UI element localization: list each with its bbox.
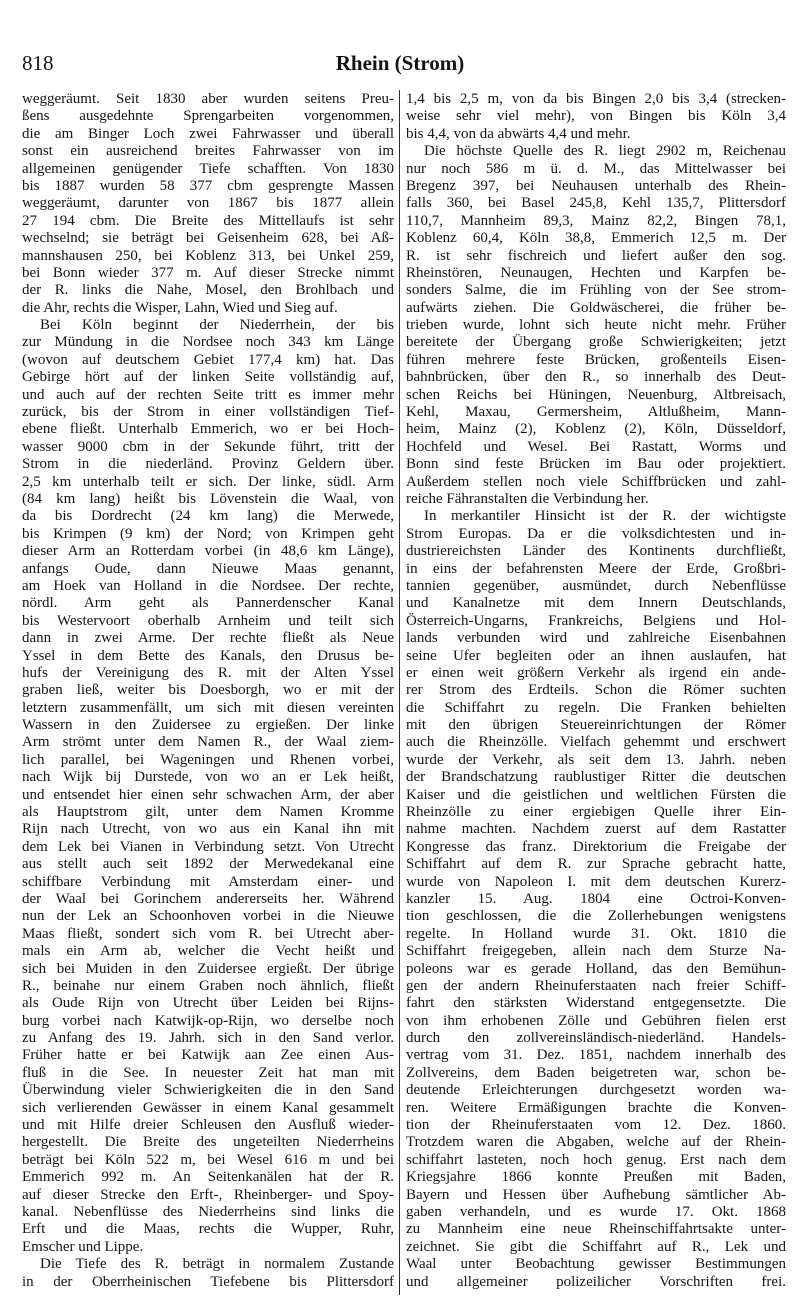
text-line: R. ist sehr fischreich und liefert außer den sog.: [406, 247, 786, 264]
text-line: dann in zwei Arme. Der rechte fließt als Neue: [22, 630, 394, 647]
text-line: nördl. Arm geht als Pannerdenscher Kanal: [22, 595, 394, 612]
text-line: Kriegsjahre 1866 konnte Preußen mit Baden,: [406, 1169, 786, 1186]
text-line: sonst ein ausreichend breites Fahrwasser von im: [22, 143, 394, 160]
text-line: die Schiffahrt zu regeln. Die Franken behielten: [406, 699, 786, 716]
text-line: mals ein Arm ab, welcher die Vecht heißt und: [22, 943, 394, 960]
text-line: Koblenz 60,4, Köln 38,8, Emmerich 12,5 m. Der: [406, 230, 786, 247]
text-line: am Hoek van Holland in die Nordsee. Der rechte,: [22, 577, 394, 594]
paragraph: [406, 508, 786, 1291]
text-line: trieben wurde, lohnt sich heute nicht mehr. Früher: [406, 317, 786, 334]
text-line: zu Mannheim eine neue Rheinschiffahrtsakte unter-: [406, 1221, 786, 1238]
text-line: burg vorbei nach Katwijk-op-Rijn, wo derselbe noch: [22, 1012, 394, 1029]
column-divider: [399, 90, 400, 1295]
text-line: und entsendet hier einen sehr schwachen Arm, der aber: [22, 786, 394, 803]
text-line: sonders Salme, die im Frühling von der See strom-: [406, 282, 786, 299]
text-line: graben ließ, weiter bis Doesborgh, wo er mit der: [22, 682, 394, 699]
text-line: beträgt bei Köln 522 m, bei Wesel 616 m und bei: [22, 1151, 394, 1168]
text-line: bis Krimpen (9 km) der Nord; von Krimpen geht: [22, 525, 394, 542]
text-line: Emscher und Lippe.: [22, 1238, 144, 1255]
text-line: hufs der Vereinigung des R. mit der Alten Yssel: [22, 664, 394, 681]
text-line: Erft und die Maas, rechts die Wupper, Ruhr,: [22, 1221, 394, 1238]
text-line: weggeräumt, darunter von 1867 bis 1877 allein: [22, 195, 394, 212]
paragraph: [22, 91, 394, 317]
text-line: Früher hatte er bei Katwijk aan Zee einen Aus-: [22, 1047, 394, 1064]
text-line: Zollvereins, dem Baden beigetreten war, schon be-: [406, 1064, 786, 1081]
text-line: Überwindung vieler Schwierigkeiten die in den Sand: [22, 1082, 394, 1099]
text-line: Außerdem stellen noch viele Schiffbrücken und zahl-: [406, 473, 786, 490]
text-line: lich parallel, bei Wageningen und Rhenen vorbei,: [22, 751, 394, 768]
text-line: wurde der Verkehr, als seit dem 13. Jahrh. neben: [406, 751, 786, 768]
text-line: von ihm erhobenen Zölle und Gebühren fielen erst: [406, 1012, 786, 1029]
text-line: bis 1887 wurden 58 377 cbm gesprengte Massen: [22, 177, 394, 194]
text-line: ßens ausgedehnte Sprengarbeiten vorgenommen,: [22, 108, 394, 125]
text-line: Arm strömt unter dem Namen R., der Waal ziem-: [22, 734, 394, 751]
text-line: sich verlierenden Gewässer in einem Kanal gesammelt: [22, 1099, 394, 1116]
text-line: 2,5 km unterhalb teilt er sich. Der linke, südl. Arm: [22, 473, 394, 490]
paragraph: [406, 91, 786, 143]
text-line: Bayern und Hessen über Aufhebung sämtlicher Ab-: [406, 1186, 786, 1203]
text-line: Bonn sind feste Brücken im Bau oder projektiert.: [406, 456, 786, 473]
text-line: als Oude Rijn von Utrecht über Leiden bei Rijns-: [22, 995, 394, 1012]
text-line: da bis Dordrecht (24 km lang) die Merwede,: [22, 508, 394, 525]
text-line: kanzler 15. Aug. 1804 eine Octroi-Konven-: [406, 890, 786, 907]
text-line: gen der andern Rheinuferstaaten nach freier Schiff-: [406, 977, 786, 994]
text-line: Schiffahrt auf dem R. zur Sprache gebracht hatte,: [406, 856, 786, 873]
text-column-left: [22, 91, 394, 1291]
text-line: Schiffahrt freigegeben, allein nach dem Sturze Na-: [406, 943, 786, 960]
text-line: der Brandschatzung raublustiger Ritter die deutschen: [406, 769, 786, 786]
text-line: aufwärts ziehen. Die Goldwäscherei, die früher be-: [406, 299, 786, 316]
text-line: mannshausen 250, bei Koblenz 313, bei Unkel 259,: [22, 247, 394, 264]
text-line: führen mehrere feste Brücken, großenteils Eisen-: [406, 351, 786, 368]
text-line: poleons war es gerade Holland, das den Bemühun-: [406, 960, 786, 977]
text-line: Kehl, Maxau, Germersheim, Altlußheim, Mann-: [406, 404, 786, 421]
text-line: Strom Europas. Da er die volksdichtesten und in-: [406, 525, 786, 542]
text-line: In merkantiler Hinsicht ist der R. der wichtigste: [424, 508, 786, 525]
text-line: Strom in die niederländ. Provinz Geldern über.: [22, 456, 394, 473]
text-line: Kongresse das franz. Direktorium die Freigabe der: [406, 838, 786, 855]
text-line: Gebirge hört auf der linken Seite vollständig auf,: [22, 369, 394, 386]
text-line: letztern zusammenfällt, um sich mit diesen vereinten: [22, 699, 394, 716]
text-line: zeichnet. Sie gibt die Schiffahrt auf R., Lek und: [406, 1238, 786, 1255]
text-line: bis 4,4, von da abwärts 4,4 und mehr.: [406, 125, 631, 142]
text-line: vertrag vom 31. Dez. 1851, nachdem innerhalb des: [406, 1047, 786, 1064]
text-line: bereitete der Übergang große Schwierigkeiten; jetzt: [406, 334, 786, 351]
text-line: der R. links die Nahe, Mosel, den Brohlbach und: [22, 282, 394, 299]
text-line: dem Lek bei Vianen in Verbindung setzt. Von Utrecht: [22, 838, 394, 855]
text-line: reiche Fähranstalten die Verbindung her.: [406, 490, 649, 507]
text-line: regelte. In Holland wurde 31. Okt. 1810 die: [406, 925, 786, 942]
text-line: lands verbunden wird und zahlreiche Eisenbahnen: [406, 630, 786, 647]
text-line: in der Oberrheinischen Tiefebene bis Plittersdorf: [22, 1273, 394, 1290]
text-line: heim, Mainz (2), Koblenz (2), Köln, Düsseldorf,: [406, 421, 786, 438]
text-line: fluß in die See. In neuester Zeit hat man mit: [22, 1064, 394, 1081]
text-line: weggeräumt. Seit 1830 aber wurden seitens Preu-: [22, 91, 394, 107]
text-line: Rheinstören, Neunaugen, Hechten und Karpfen be-: [406, 264, 786, 281]
text-line: sich bei Muiden in den Zuidersee ergießt. Der übrige: [22, 960, 394, 977]
text-line: gaben verhandeln, und es wurde 17. Okt. 1868: [406, 1204, 786, 1220]
text-line: wasser 9000 cbm in der Sekunde führt, tritt der: [22, 438, 394, 455]
text-line: Hochfeld und Wesel. Bei Rastatt, Worms und: [406, 438, 786, 455]
text-line: 110,7, Mannheim 89,3, Mainz 82,2, Bingen 78,1,: [406, 212, 786, 229]
text-line: 1,4 bis 2,5 m, von da bis Bingen 2,0 bis 3,4 (strecken-: [406, 91, 786, 107]
text-line: (wovon auf deutschem Gebiet 177,4 km) hat. Das: [22, 351, 394, 368]
text-line: Maas fließt, sondert sich vom R. bei Utrecht aber-: [22, 925, 394, 942]
text-line: Österreich-Ungarns, Frankreichs, Belgiens und Hol-: [406, 612, 786, 629]
text-line: ren. Weitere Ermäßigungen brachte die Konven-: [406, 1099, 786, 1116]
text-line: kanal. Nebenflüsse des Niederrheins sind links die: [22, 1204, 394, 1220]
text-column-right: [406, 91, 786, 1291]
text-line: bis Westervoort oberhalb Arnheim und teilt sich: [22, 612, 394, 629]
text-line: Yssel in dem Bette des Kanals, den Drusus be-: [22, 647, 394, 664]
text-line: und allgemeiner polizeilicher Vorschriften frei.: [406, 1273, 786, 1290]
text-line: aus stellt auch seit 1892 der Merwedekanal eine: [22, 856, 394, 873]
text-line: in eins der befahrensten Meere der Erde, Großbri-: [406, 560, 786, 577]
paragraph: [22, 317, 394, 1256]
text-line: ebene fließt. Unterhalb Emmerich, wo er bei Hoch-: [22, 421, 394, 438]
text-line: er einen weit größern Verkehr als irgend ein ande-: [406, 664, 786, 681]
text-line: und auch auf der rechten Seite tritt es immer mehr: [22, 386, 394, 403]
text-line: dustriereichsten Länder des Kontinents durchfließt,: [406, 543, 786, 560]
text-line: weise sehr viel mehr), von Bingen bis Köln 3,4: [406, 108, 786, 125]
text-line: R., beinahe nur einem Graben noch ähnlich, fließt: [22, 977, 394, 994]
text-line: dieser Arm an Rotterdam vorbei (in 48,6 km Länge),: [22, 543, 394, 560]
text-line: mit den übrigen Steuereinrichtungen der Römer: [406, 717, 786, 734]
text-line: Wassern in den Zuidersee zu ergießen. Der linke: [22, 717, 394, 734]
text-line: 27 194 cbm. Die Breite des Mittellaufs ist sehr: [22, 212, 394, 229]
text-line: nahme machten. Nachdem zuerst auf dem Rastatter: [406, 821, 786, 838]
text-line: wurde von Napoleon I. mit dem deutschen Kurerz-: [406, 873, 786, 890]
text-line: hergestellt. Die Breite des ungeteilten Niederrheins: [22, 1134, 394, 1151]
text-line: zu Anfang des 19. Jahrh. sich in den Sand verlor.: [22, 1030, 394, 1047]
text-line: fahrt den stärksten Widerstand entgegensetzte. Die: [406, 995, 786, 1012]
text-line: (84 km lang) heißt bis Lövenstein die Waal, von: [22, 490, 394, 507]
text-line: tannien gegenüber, ausmündet, durch Nebenflüsse: [406, 577, 786, 594]
text-line: anfangs Oude, dann Nieuwe Maas genannt,: [22, 560, 394, 577]
text-line: nach Wijk bij Durstede, von wo an er Lek heißt,: [22, 769, 394, 786]
text-line: rer Strom des Erdteils. Schon die Römer suchten: [406, 682, 786, 699]
text-line: Emmerich 992 m. An Seitenkanälen hat der R.: [22, 1169, 394, 1186]
text-line: durch den zollvereinsländisch-niederländ. Handels-: [406, 1030, 786, 1047]
page-number: 818: [22, 51, 54, 75]
text-line: Rijn nach Utrecht, von wo aus ein Kanal ihn mit: [22, 821, 394, 838]
text-line: Die höchste Quelle des R. liegt 2902 m, Reichenau: [424, 143, 786, 160]
text-line: bei Bonn wieder 377 m. Auf dieser Strecke nimmt: [22, 264, 394, 281]
page-title: Rhein (Strom): [335, 51, 465, 75]
paragraph: [22, 1256, 394, 1291]
text-line: tion der Rheinuferstaaten vom 12. Dez. 1860.: [406, 1117, 786, 1134]
text-line: schiffbare Verbindung mit Amsterdam einer- und: [22, 873, 394, 890]
text-line: falls 360, bei Basel 245,8, Kehl 135,7, Plittersdorf: [406, 195, 786, 212]
text-line: Waal unter Beobachtung gewisser Bestimmungen: [406, 1256, 786, 1273]
text-line: und mit Hilfe dreier Schleusen den Ausfluß wieder-: [22, 1117, 394, 1134]
text-line: nur noch 586 m ü. d. M., das Mittelwasser bei: [406, 160, 786, 177]
text-line: zur Mündung in die Nordsee noch 343 km Länge: [22, 334, 394, 351]
text-line: bahnbrücken, über den R., so innerhalb des Deut-: [406, 369, 786, 386]
text-line: Bregenz 397, bei Neuhausen unterhalb des Rhein-: [406, 177, 786, 194]
text-line: der Waal bei Gorinchem andererseits her. Während: [22, 890, 394, 907]
text-line: Bei Köln beginnt der Niederrhein, der bis: [40, 317, 394, 334]
text-line: schen Reichs bei Hüningen, Neuenburg, Altbreisach,: [406, 386, 786, 403]
text-line: Rheinzölle zu einer ergiebigen Quelle ihrer Ein-: [406, 804, 786, 821]
text-line: zurück, bis der Strom in einer vollständigen Tief-: [22, 404, 394, 421]
text-line: wechselnd; sie beträgt bei Geisenheim 628, bei Aß-: [22, 230, 394, 247]
text-line: Kaiser und die geistlichen und weltlichen Fürsten die: [406, 786, 786, 803]
paragraph: [406, 143, 786, 508]
text-line: deutende Erleichterungen durchgesetzt worden wa-: [406, 1082, 786, 1099]
text-line: die am Binger Loch zwei Fahrwasser und überall: [22, 125, 394, 142]
text-line: allgemeinen genügender Tiefe schafften. Von 1830: [22, 160, 394, 177]
text-line: und Kanalnetze mit dem Innern Deutschlands,: [406, 595, 786, 612]
text-line: Die Tiefe des R. beträgt in normalem Zustande: [40, 1256, 394, 1273]
text-line: nun der Lek an Schoonhoven vorbei in die Nieuwe: [22, 908, 394, 925]
text-line: tion geschlossen, die die Zollerhebungen wenigstens: [406, 908, 786, 925]
text-line: als Hauptstrom gilt, unter dem Namen Kromme: [22, 804, 394, 821]
text-line: auf dieser Strecke den Erft-, Rheinberger- und Spoy-: [22, 1186, 394, 1203]
text-line: schiffahrt lasteten, noch hoch genug. Erst nach dem: [406, 1151, 786, 1168]
text-line: seine Ufer begleiten oder an ihnen auslaufen, hat: [406, 647, 786, 664]
text-line: Trotzdem waren die Abgaben, welche auf der Rhein-: [406, 1134, 786, 1151]
text-line: die Ahr, rechts die Wisper, Lahn, Wied und Sieg auf.: [22, 299, 338, 316]
text-line: auch die Rheinzölle. Vielfach gehemmt und erschwert: [406, 734, 786, 751]
